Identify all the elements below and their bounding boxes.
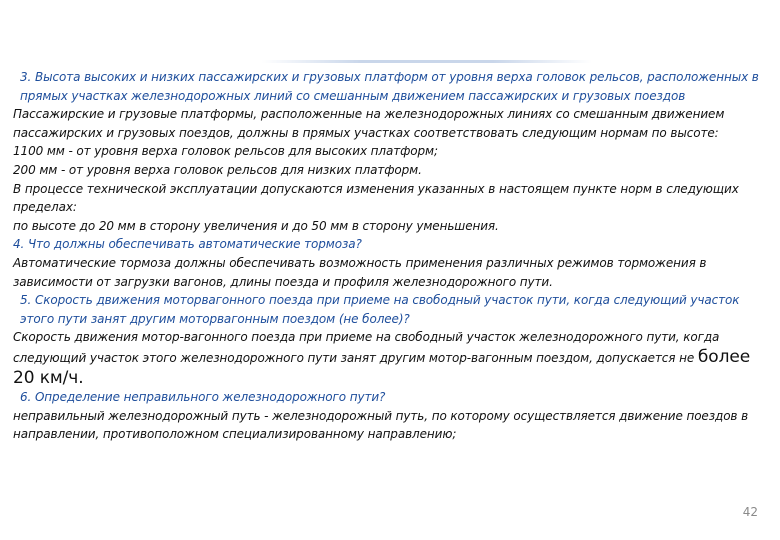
answer-5-text: Скорость движения мотор-вагонного поезда при приеме на свободный участок железнодорожного пути, когда следующий участок этого железнодорожного пути занят другим мотор-вагонным поездом, допускается не xyxy=(13,330,720,365)
answer-5-emphasis: более 20 км/ч. xyxy=(13,346,751,388)
question-5: 5. Скорость движения моторвагонного поезда при приеме на свободный участок пути, когда следующий участок этого пути занят другим моторвагонным поездом (не более)? xyxy=(20,293,740,326)
norm-low-platform: 200 мм - от уровня верха головок рельсов для низких платформ. xyxy=(13,162,422,177)
norm-high-platform: 1100 мм - от уровня верха головок рельсов для высоких платформ; xyxy=(13,144,438,159)
deviation-limits: по высоте до 20 мм в сторону увеличения и до 50 мм в сторону уменьшения. xyxy=(13,218,499,233)
deviation-intro: В процессе технической эксплуатации допускаются изменения указанных в настоящем пункте норм в следующих пределах: xyxy=(13,181,739,215)
document-body xyxy=(13,68,770,444)
answer-6: неправильный железнодорожный путь - железнодорожный путь, по которому осуществляется движение поездов в направлении, противоположном специализированному направлению; xyxy=(13,408,749,442)
answer-4: Автоматические тормоза должны обеспечивать возможность применения различных режимов торможения в зависимости от загрузки вагонов, длины поезда и профиля железнодорожного пути. xyxy=(13,255,707,289)
question-3: 3. Высота высоких и низких пассажирских и грузовых платформ от уровня верха головок рельсов, расположенных в прямых участках железнодорожных линий со смешанным движением пассажирских и грузовых поездов xyxy=(20,70,759,103)
answer-5 xyxy=(13,328,770,388)
answer-3: Пассажирские и грузовые платформы, расположенные на железнодорожных линиях со смешанным движением пассажирских и грузовых поездов, должны в прямых участках соответствовать следующим нормам по высоте: xyxy=(13,107,725,140)
page-number: 42 xyxy=(742,505,758,519)
question-6: 6. Определение неправильного железнодорожного пути? xyxy=(20,390,386,405)
question-4: 4. Что должны обеспечивать автоматические тормоза? xyxy=(13,237,362,252)
top-decorative-rule xyxy=(262,60,592,63)
